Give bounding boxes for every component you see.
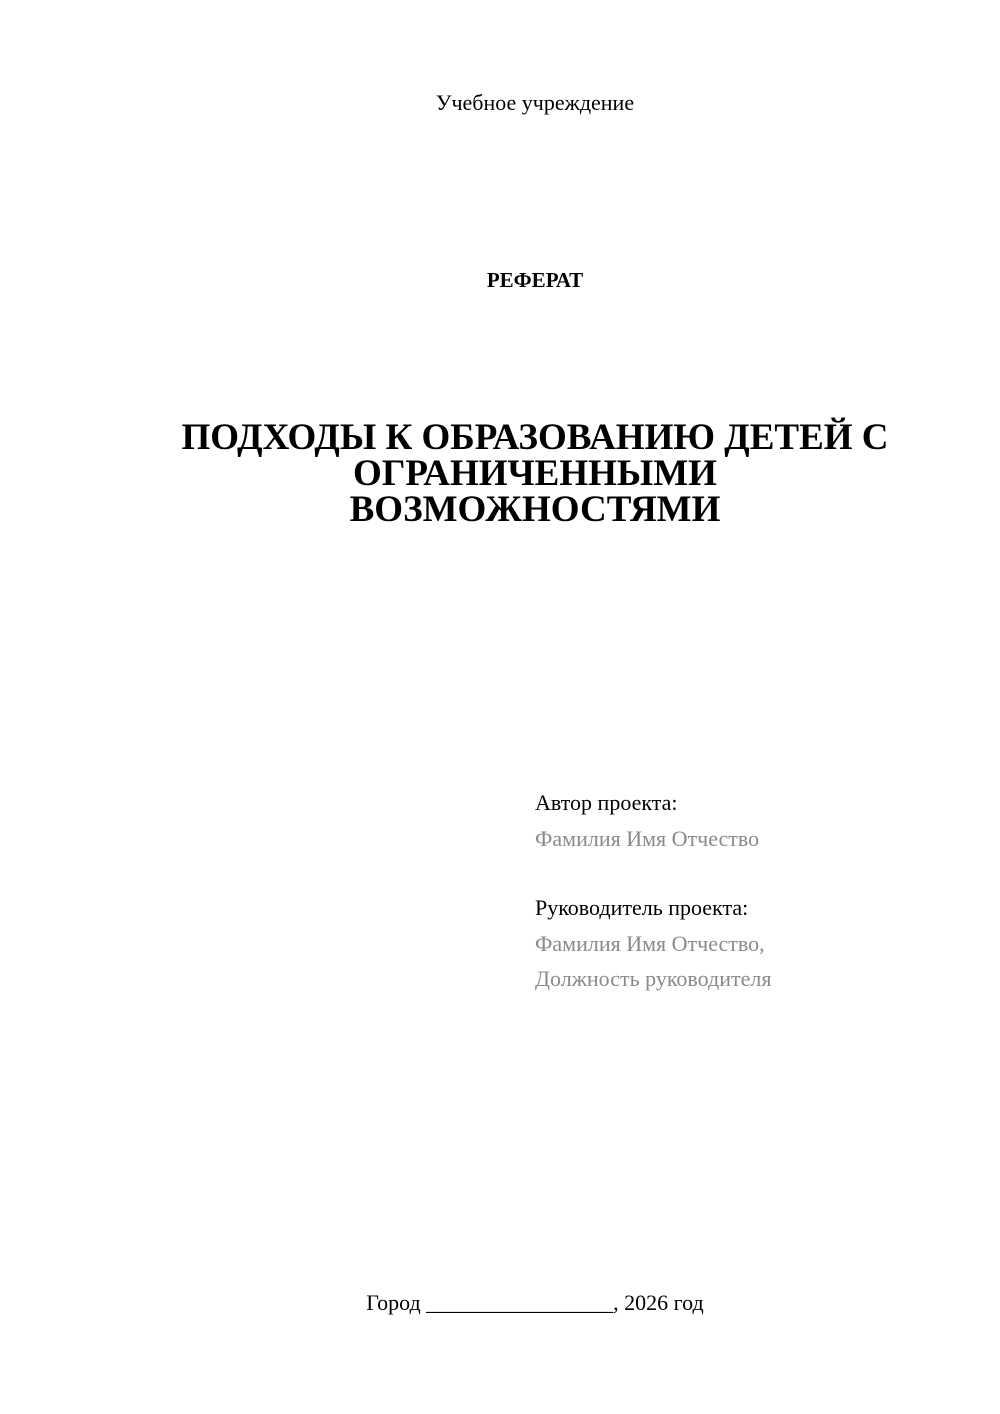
supervisor-name: Фамилия Имя Отчество, bbox=[535, 930, 765, 956]
document-title bbox=[70, 417, 1000, 530]
supervisor-label: Руководитель проекта: bbox=[535, 895, 749, 920]
supervisor-position: Должность руководителя bbox=[535, 966, 772, 991]
author-label: Автор проекта: bbox=[535, 790, 678, 815]
title-line: ПОДХОДЫ К ОБРАЗОВАНИЮ ДЕТЕЙ С bbox=[181, 417, 889, 458]
author-name: Фамилия Имя Отчество bbox=[535, 825, 760, 851]
document-type: РЕФЕРАТ bbox=[486, 268, 584, 292]
city-year: Город _________________, 2026 год bbox=[366, 1290, 704, 1315]
institution-name: Учебное учреждение bbox=[435, 90, 635, 115]
author-block bbox=[535, 785, 759, 856]
title-line: ОГРАНИЧЕННЫМИ bbox=[353, 453, 717, 494]
supervisor-block bbox=[535, 890, 771, 997]
title-line: ВОЗМОЖНОСТЯМИ bbox=[349, 489, 721, 530]
